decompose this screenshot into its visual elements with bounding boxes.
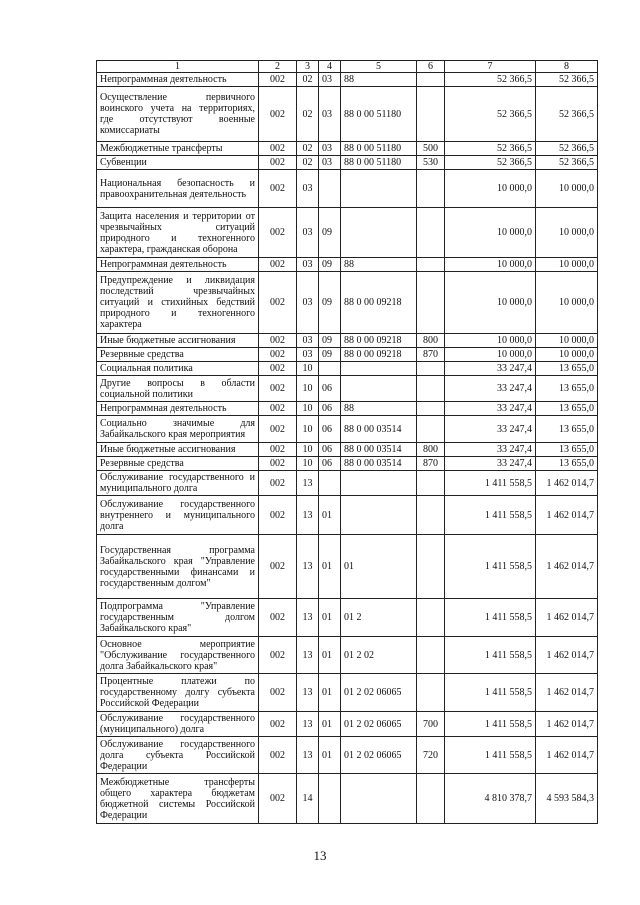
section-cell: 03 xyxy=(297,348,319,362)
table-row xyxy=(97,87,598,142)
amount-year2-cell: 1 462 014,7 xyxy=(536,471,598,496)
section-cell: 10 xyxy=(297,362,319,376)
target-article-cell: 01 2 02 06065 xyxy=(341,712,417,737)
target-article-cell xyxy=(341,376,417,402)
page-number: 13 xyxy=(313,848,327,863)
table-row xyxy=(97,376,598,402)
amount-year1-cell: 10 000,0 xyxy=(445,334,536,348)
target-article-cell: 01 2 02 06065 xyxy=(341,674,417,712)
amount-year1-cell: 10 000,0 xyxy=(445,170,536,208)
amount-year2-cell: 10 000,0 xyxy=(536,348,598,362)
code-cell: 002 xyxy=(259,637,297,674)
amount-year1-cell: 1 411 558,5 xyxy=(445,712,536,737)
amount-year2-cell: 13 655,0 xyxy=(536,376,598,402)
subsection-cell: 09 xyxy=(319,348,341,362)
target-article-cell: 88 xyxy=(341,402,417,416)
expense-type-cell xyxy=(417,471,445,496)
section-cell: 10 xyxy=(297,443,319,457)
code-cell: 002 xyxy=(259,496,297,535)
header-cell: 2 xyxy=(259,61,297,73)
expense-type-cell: 720 xyxy=(417,737,445,774)
table-row xyxy=(97,471,598,496)
target-article-cell: 88 0 00 51180 xyxy=(341,156,417,170)
code-cell: 002 xyxy=(259,535,297,599)
section-cell: 02 xyxy=(297,142,319,156)
target-article-cell: 01 2 xyxy=(341,599,417,637)
code-cell: 002 xyxy=(259,443,297,457)
header-cell: 6 xyxy=(417,61,445,73)
expense-type-cell xyxy=(417,637,445,674)
amount-year1-cell: 33 247,4 xyxy=(445,457,536,471)
code-cell: 002 xyxy=(259,156,297,170)
expense-type-cell xyxy=(417,674,445,712)
section-cell: 03 xyxy=(297,334,319,348)
expense-type-cell: 800 xyxy=(417,443,445,457)
expense-type-cell: 530 xyxy=(417,156,445,170)
amount-year2-cell: 10 000,0 xyxy=(536,170,598,208)
target-article-cell: 01 xyxy=(341,535,417,599)
row-name-cell: Непрограммная деятельность xyxy=(97,73,259,87)
table-row xyxy=(97,416,598,443)
table-row xyxy=(97,457,598,471)
subsection-cell: 03 xyxy=(319,156,341,170)
subsection-cell: 01 xyxy=(319,599,341,637)
section-cell: 14 xyxy=(297,774,319,824)
expense-type-cell: 500 xyxy=(417,142,445,156)
amount-year2-cell: 1 462 014,7 xyxy=(536,599,598,637)
section-cell: 10 xyxy=(297,416,319,443)
section-cell: 10 xyxy=(297,376,319,402)
amount-year2-cell: 13 655,0 xyxy=(536,416,598,443)
row-name-cell: Предупреждение и ликвидация последствий чрезвычайных ситуаций и стихийных бедствий природного и техногенного характера xyxy=(97,272,259,334)
section-cell: 02 xyxy=(297,87,319,142)
table-row xyxy=(97,443,598,457)
budget-table xyxy=(96,60,598,824)
amount-year2-cell: 52 366,5 xyxy=(536,156,598,170)
subsection-cell: 09 xyxy=(319,334,341,348)
subsection-cell: 01 xyxy=(319,712,341,737)
row-name-cell: Резервные средства xyxy=(97,348,259,362)
amount-year2-cell: 1 462 014,7 xyxy=(536,712,598,737)
expense-type-cell xyxy=(417,87,445,142)
section-cell: 10 xyxy=(297,457,319,471)
code-cell: 002 xyxy=(259,674,297,712)
amount-year1-cell: 52 366,5 xyxy=(445,156,536,170)
row-name-cell: Процентные платежи по государственному долгу субъекта Российской Федерации xyxy=(97,674,259,712)
subsection-cell: 03 xyxy=(319,142,341,156)
row-name-cell: Обслуживание государственного и муниципального долга xyxy=(97,471,259,496)
expense-type-cell xyxy=(417,208,445,258)
amount-year2-cell: 1 462 014,7 xyxy=(536,535,598,599)
amount-year1-cell: 10 000,0 xyxy=(445,208,536,258)
row-name-cell: Иные бюджетные ассигнования xyxy=(97,334,259,348)
section-cell: 03 xyxy=(297,208,319,258)
amount-year1-cell: 1 411 558,5 xyxy=(445,674,536,712)
row-name-cell: Межбюджетные трансферты общего характера бюджетам бюджетной системы Российской Федерации xyxy=(97,774,259,824)
section-cell: 13 xyxy=(297,637,319,674)
amount-year1-cell: 33 247,4 xyxy=(445,416,536,443)
table-header-row xyxy=(97,61,598,73)
amount-year1-cell: 1 411 558,5 xyxy=(445,737,536,774)
target-article-cell: 88 0 00 03514 xyxy=(341,416,417,443)
code-cell: 002 xyxy=(259,774,297,824)
row-name-cell: Социальная политика xyxy=(97,362,259,376)
target-article-cell xyxy=(341,362,417,376)
amount-year1-cell: 1 411 558,5 xyxy=(445,471,536,496)
amount-year1-cell: 33 247,4 xyxy=(445,402,536,416)
table-row xyxy=(97,737,598,774)
code-cell: 002 xyxy=(259,737,297,774)
header-cell: 8 xyxy=(536,61,598,73)
row-name-cell: Основное мероприятие "Обслуживание государственного долга Забайкальского края" xyxy=(97,637,259,674)
table-row xyxy=(97,599,598,637)
table-row xyxy=(97,156,598,170)
amount-year1-cell: 1 411 558,5 xyxy=(445,535,536,599)
table-row xyxy=(97,208,598,258)
code-cell: 002 xyxy=(259,258,297,272)
table-row xyxy=(97,712,598,737)
table-row xyxy=(97,674,598,712)
code-cell: 002 xyxy=(259,87,297,142)
header-cell: 7 xyxy=(445,61,536,73)
amount-year1-cell: 1 411 558,5 xyxy=(445,599,536,637)
amount-year1-cell: 10 000,0 xyxy=(445,272,536,334)
section-cell: 13 xyxy=(297,599,319,637)
table-row xyxy=(97,348,598,362)
amount-year1-cell: 4 810 378,7 xyxy=(445,774,536,824)
row-name-cell: Социально значимые для Забайкальского края мероприятия xyxy=(97,416,259,443)
subsection-cell: 01 xyxy=(319,674,341,712)
expense-type-cell xyxy=(417,599,445,637)
amount-year2-cell: 10 000,0 xyxy=(536,272,598,334)
expense-type-cell xyxy=(417,170,445,208)
section-cell: 13 xyxy=(297,737,319,774)
subsection-cell: 06 xyxy=(319,376,341,402)
amount-year1-cell: 33 247,4 xyxy=(445,362,536,376)
code-cell: 002 xyxy=(259,272,297,334)
table-row xyxy=(97,362,598,376)
subsection-cell: 01 xyxy=(319,737,341,774)
row-name-cell: Другие вопросы в области социальной политики xyxy=(97,376,259,402)
subsection-cell xyxy=(319,170,341,208)
section-cell: 02 xyxy=(297,156,319,170)
subsection-cell: 03 xyxy=(319,73,341,87)
code-cell: 002 xyxy=(259,208,297,258)
target-article-cell: 01 2 02 06065 xyxy=(341,737,417,774)
expense-type-cell xyxy=(417,402,445,416)
amount-year2-cell: 13 655,0 xyxy=(536,362,598,376)
row-name-cell: Государственная программа Забайкальского края "Управление государственными финансами и государственным долгом" xyxy=(97,535,259,599)
code-cell: 002 xyxy=(259,170,297,208)
code-cell: 002 xyxy=(259,416,297,443)
row-name-cell: Осуществление первичного воинского учета на территориях, где отсутствуют военные комиссариаты xyxy=(97,87,259,142)
header-cell: 1 xyxy=(97,61,259,73)
amount-year2-cell: 10 000,0 xyxy=(536,258,598,272)
table-row xyxy=(97,73,598,87)
section-cell: 03 xyxy=(297,170,319,208)
code-cell: 002 xyxy=(259,362,297,376)
code-cell: 002 xyxy=(259,334,297,348)
expense-type-cell xyxy=(417,73,445,87)
amount-year1-cell: 52 366,5 xyxy=(445,73,536,87)
expense-type-cell xyxy=(417,496,445,535)
target-article-cell: 88 0 00 51180 xyxy=(341,87,417,142)
amount-year2-cell: 1 462 014,7 xyxy=(536,737,598,774)
header-cell: 3 xyxy=(297,61,319,73)
subsection-cell xyxy=(319,471,341,496)
subsection-cell xyxy=(319,774,341,824)
amount-year1-cell: 33 247,4 xyxy=(445,376,536,402)
code-cell: 002 xyxy=(259,599,297,637)
code-cell: 002 xyxy=(259,376,297,402)
amount-year2-cell: 52 366,5 xyxy=(536,87,598,142)
amount-year1-cell: 10 000,0 xyxy=(445,258,536,272)
row-name-cell: Национальная безопасность и правоохранительная деятельность xyxy=(97,170,259,208)
subsection-cell: 01 xyxy=(319,637,341,674)
target-article-cell xyxy=(341,208,417,258)
expense-type-cell xyxy=(417,272,445,334)
expense-type-cell: 870 xyxy=(417,457,445,471)
table-row xyxy=(97,496,598,535)
target-article-cell: 88 0 00 09218 xyxy=(341,334,417,348)
target-article-cell xyxy=(341,496,417,535)
target-article-cell: 01 2 02 xyxy=(341,637,417,674)
table-row xyxy=(97,272,598,334)
section-cell: 03 xyxy=(297,258,319,272)
subsection-cell: 06 xyxy=(319,457,341,471)
section-cell: 13 xyxy=(297,674,319,712)
code-cell: 002 xyxy=(259,402,297,416)
section-cell: 13 xyxy=(297,496,319,535)
row-name-cell: Обслуживание государственного (муниципального) долга xyxy=(97,712,259,737)
section-cell: 10 xyxy=(297,402,319,416)
expense-type-cell: 800 xyxy=(417,334,445,348)
amount-year1-cell: 52 366,5 xyxy=(445,142,536,156)
amount-year1-cell: 1 411 558,5 xyxy=(445,637,536,674)
expense-type-cell: 700 xyxy=(417,712,445,737)
amount-year2-cell: 13 655,0 xyxy=(536,402,598,416)
table-row xyxy=(97,170,598,208)
target-article-cell: 88 xyxy=(341,73,417,87)
amount-year2-cell: 13 655,0 xyxy=(536,443,598,457)
subsection-cell: 09 xyxy=(319,258,341,272)
code-cell: 002 xyxy=(259,73,297,87)
section-cell: 03 xyxy=(297,272,319,334)
subsection-cell: 09 xyxy=(319,272,341,334)
section-cell: 13 xyxy=(297,471,319,496)
amount-year2-cell: 52 366,5 xyxy=(536,73,598,87)
row-name-cell: Иные бюджетные ассигнования xyxy=(97,443,259,457)
target-article-cell: 88 0 00 09218 xyxy=(341,272,417,334)
header-cell: 4 xyxy=(319,61,341,73)
row-name-cell: Субвенции xyxy=(97,156,259,170)
code-cell: 002 xyxy=(259,457,297,471)
row-name-cell: Резервные средства xyxy=(97,457,259,471)
target-article-cell: 88 0 00 51180 xyxy=(341,142,417,156)
target-article-cell: 88 0 00 03514 xyxy=(341,457,417,471)
amount-year2-cell: 13 655,0 xyxy=(536,457,598,471)
amount-year2-cell: 4 593 584,3 xyxy=(536,774,598,824)
expense-type-cell xyxy=(417,376,445,402)
row-name-cell: Непрограммная деятельность xyxy=(97,258,259,272)
target-article-cell xyxy=(341,774,417,824)
subsection-cell xyxy=(319,362,341,376)
subsection-cell: 01 xyxy=(319,496,341,535)
table-row xyxy=(97,535,598,599)
target-article-cell: 88 xyxy=(341,258,417,272)
code-cell: 002 xyxy=(259,348,297,362)
section-cell: 02 xyxy=(297,73,319,87)
subsection-cell: 06 xyxy=(319,402,341,416)
section-cell: 13 xyxy=(297,712,319,737)
row-name-cell: Непрограммная деятельность xyxy=(97,402,259,416)
amount-year2-cell: 1 462 014,7 xyxy=(536,496,598,535)
amount-year1-cell: 1 411 558,5 xyxy=(445,496,536,535)
expense-type-cell xyxy=(417,258,445,272)
row-name-cell: Межбюджетные трансферты xyxy=(97,142,259,156)
target-article-cell xyxy=(341,471,417,496)
row-name-cell: Подпрограмма "Управление государственным долгом Забайкальского края" xyxy=(97,599,259,637)
expense-type-cell xyxy=(417,535,445,599)
table-row xyxy=(97,334,598,348)
subsection-cell: 06 xyxy=(319,443,341,457)
table-row xyxy=(97,637,598,674)
section-cell: 13 xyxy=(297,535,319,599)
amount-year2-cell: 1 462 014,7 xyxy=(536,637,598,674)
subsection-cell: 03 xyxy=(319,87,341,142)
table-row xyxy=(97,774,598,824)
subsection-cell: 06 xyxy=(319,416,341,443)
expense-type-cell xyxy=(417,774,445,824)
row-name-cell: Обслуживание государственного долга субъекта Российской Федерации xyxy=(97,737,259,774)
target-article-cell xyxy=(341,170,417,208)
table-row xyxy=(97,142,598,156)
target-article-cell: 88 0 00 09218 xyxy=(341,348,417,362)
amount-year2-cell: 10 000,0 xyxy=(536,208,598,258)
expense-type-cell xyxy=(417,362,445,376)
subsection-cell: 01 xyxy=(319,535,341,599)
subsection-cell: 09 xyxy=(319,208,341,258)
code-cell: 002 xyxy=(259,471,297,496)
expense-type-cell xyxy=(417,416,445,443)
target-article-cell: 88 0 00 03514 xyxy=(341,443,417,457)
table-row xyxy=(97,402,598,416)
row-name-cell: Обслуживание государственного внутреннего и муниципального долга xyxy=(97,496,259,535)
amount-year1-cell: 52 366,5 xyxy=(445,87,536,142)
amount-year2-cell: 10 000,0 xyxy=(536,334,598,348)
table-row xyxy=(97,258,598,272)
header-cell: 5 xyxy=(341,61,417,73)
amount-year2-cell: 1 462 014,7 xyxy=(536,674,598,712)
code-cell: 002 xyxy=(259,712,297,737)
amount-year1-cell: 10 000,0 xyxy=(445,348,536,362)
code-cell: 002 xyxy=(259,142,297,156)
row-name-cell: Защита населения и территории от чрезвычайных ситуаций природного и техногенного характера, гражданская оборона xyxy=(97,208,259,258)
expense-type-cell: 870 xyxy=(417,348,445,362)
amount-year1-cell: 33 247,4 xyxy=(445,443,536,457)
amount-year2-cell: 52 366,5 xyxy=(536,142,598,156)
